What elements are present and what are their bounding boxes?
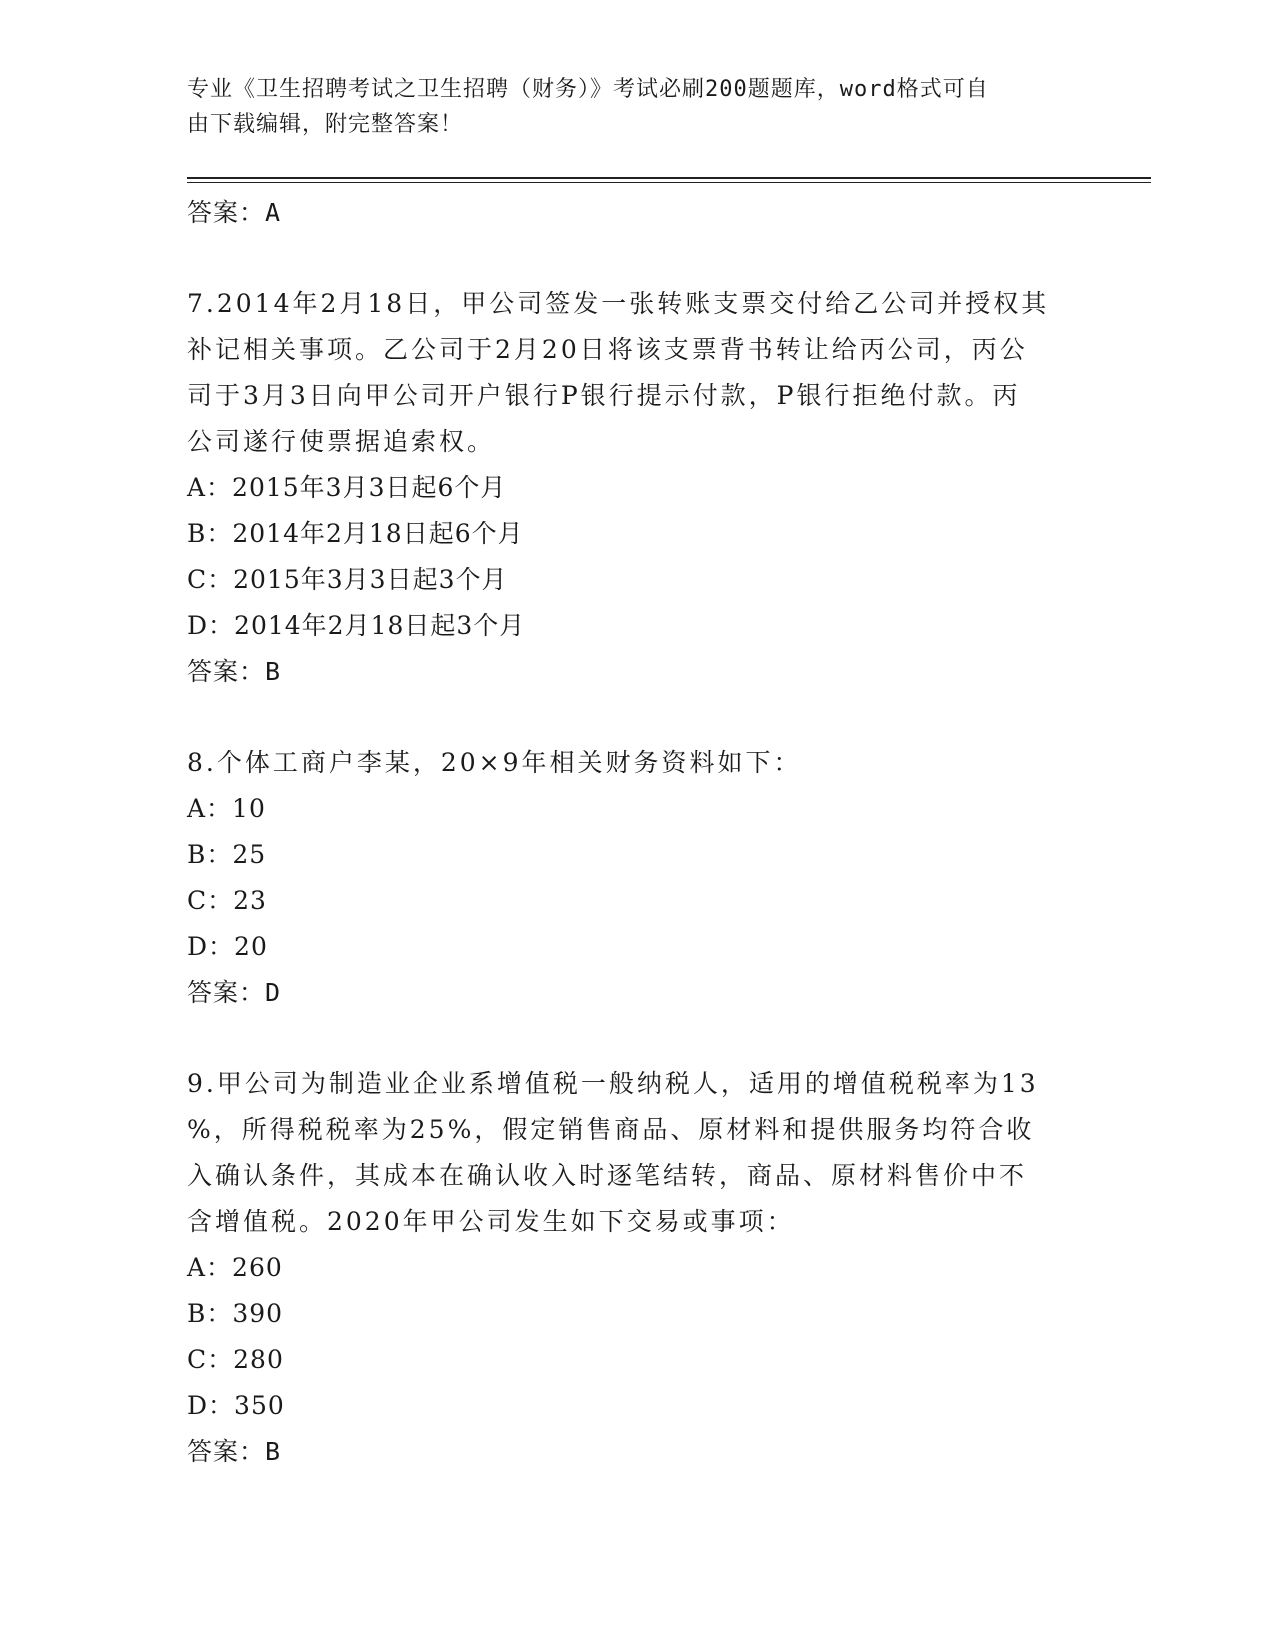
header-divider-thin bbox=[187, 182, 1151, 183]
option-c: C：280 bbox=[187, 1345, 284, 1374]
option-d: D：350 bbox=[187, 1391, 285, 1420]
option-c: C：2015年3月3日起3个月 bbox=[187, 565, 508, 594]
question-text-line: 入确认条件，其成本在确认收入时逐笔结转，商品、原材料售价中不 bbox=[187, 1161, 1028, 1190]
question-answer: 答案：B bbox=[187, 1437, 282, 1466]
option-d: D：20 bbox=[187, 932, 268, 961]
option-a: A：10 bbox=[187, 794, 266, 823]
question-text-line: 9.甲公司为制造业企业系增值税一般纳税人，适用的增值税税率为13 bbox=[187, 1069, 1039, 1098]
document-body bbox=[187, 190, 1087, 1475]
question-text-line: 含增值税。2020年甲公司发生如下交易或事项： bbox=[187, 1207, 795, 1236]
question-9 bbox=[187, 1061, 1087, 1475]
header-divider-thick bbox=[187, 177, 1151, 179]
question-answer: 答案：B bbox=[187, 657, 282, 686]
option-b: B：2014年2月18日起6个月 bbox=[187, 519, 524, 548]
question-text-line: 司于3月3日向甲公司开户银行P银行提示付款，P银行拒绝付款。丙 bbox=[187, 381, 1021, 410]
question-text-line: 补记相关事项。乙公司于2月20日将该支票背书转让给丙公司，丙公 bbox=[187, 335, 1028, 364]
question-text-line: 8.个体工商户李某，20×9年相关财务资料如下： bbox=[187, 748, 802, 777]
question-answer: 答案：D bbox=[187, 978, 282, 1007]
option-a: A：260 bbox=[187, 1253, 283, 1282]
document-header bbox=[187, 72, 1067, 142]
option-b: B：25 bbox=[187, 840, 267, 869]
question-text-line: %，所得税税率为25%，假定销售商品、原材料和提供服务均符合收 bbox=[187, 1115, 1035, 1144]
question-8 bbox=[187, 740, 1087, 1016]
option-a: A：2015年3月3日起6个月 bbox=[187, 473, 507, 502]
question-text-line: 公司遂行使票据追索权。 bbox=[187, 427, 496, 456]
previous-answer: 答案：A bbox=[187, 198, 282, 227]
option-c: C：23 bbox=[187, 886, 267, 915]
option-b: B：390 bbox=[187, 1299, 284, 1328]
question-text-line: 7.2014年2月18日，甲公司签发一张转账支票交付给乙公司并授权其 bbox=[187, 289, 1050, 318]
question-7 bbox=[187, 281, 1087, 695]
header-line-1: 专业《卫生招聘考试之卫生招聘（财务）》考试必刷200题题库，word格式可自 bbox=[187, 77, 989, 102]
option-d: D：2014年2月18日起3个月 bbox=[187, 611, 526, 640]
header-line-2: 由下载编辑，附完整答案！ bbox=[187, 112, 464, 137]
